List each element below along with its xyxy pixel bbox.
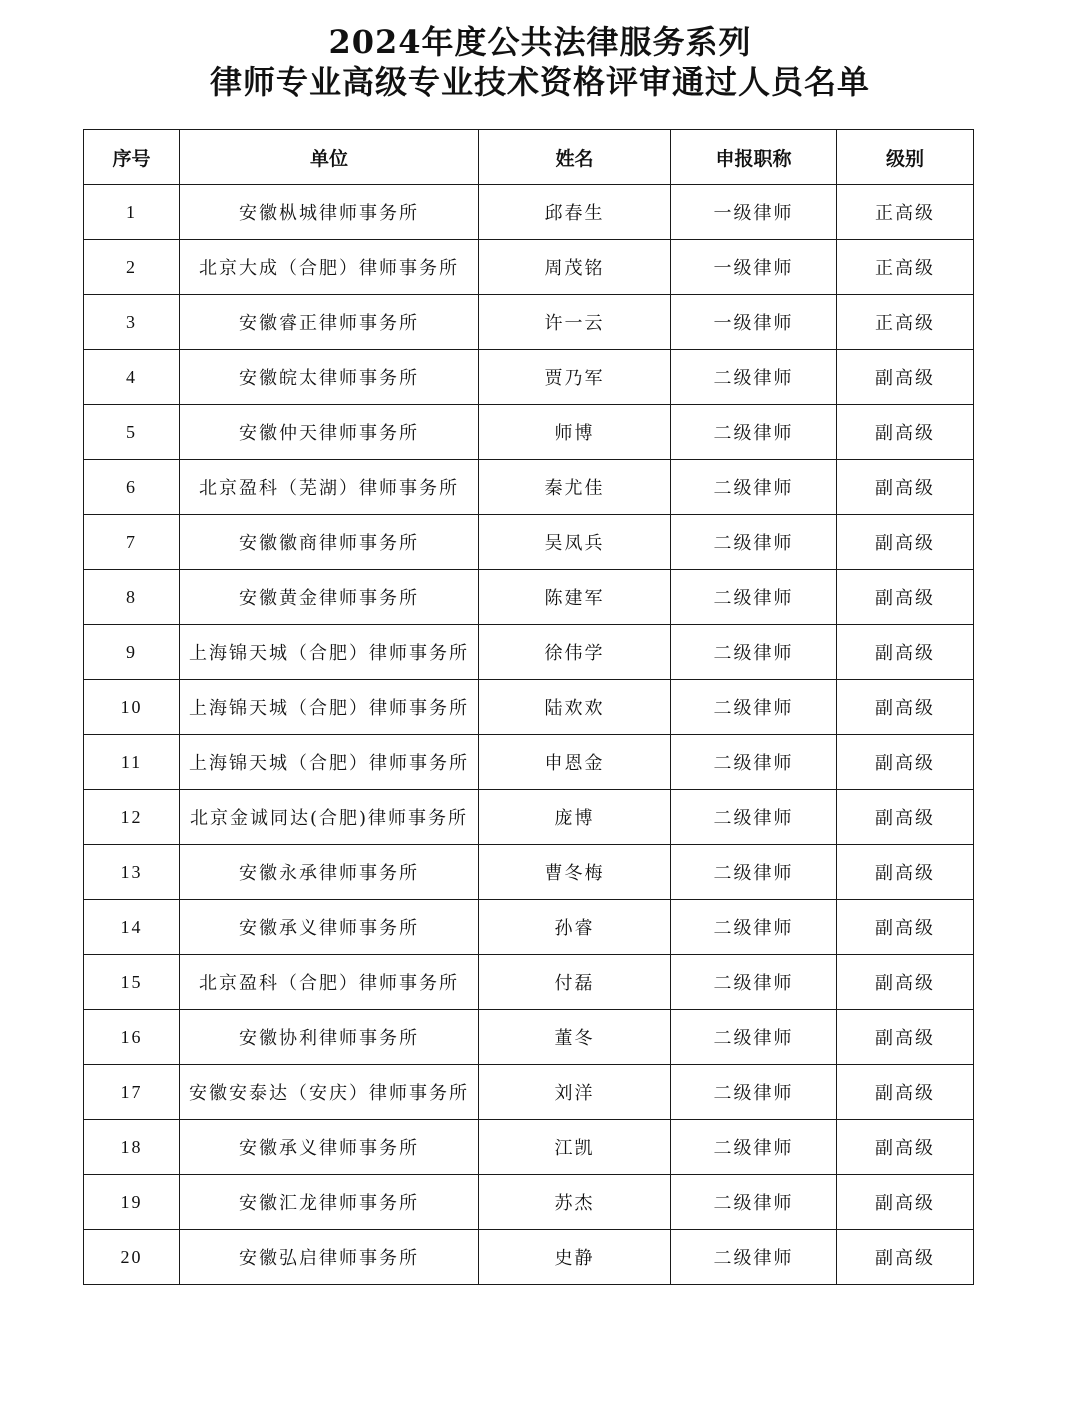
cell-seq: 16 — [84, 1010, 180, 1065]
cell-title: 二级律师 — [671, 570, 837, 625]
table-row — [84, 955, 974, 1010]
cell-name: 邱春生 — [479, 185, 671, 240]
cell-seq: 9 — [84, 625, 180, 680]
cell-unit: 安徽安泰达（安庆）律师事务所 — [180, 1065, 479, 1120]
table-row — [84, 460, 974, 515]
cell-unit: 上海锦天城（合肥）律师事务所 — [180, 625, 479, 680]
cell-title: 一级律师 — [671, 295, 837, 350]
cell-level: 正高级 — [837, 185, 974, 240]
cell-name: 吴凤兵 — [479, 515, 671, 570]
cell-level: 副高级 — [837, 1010, 974, 1065]
cell-level: 副高级 — [837, 570, 974, 625]
cell-seq: 3 — [84, 295, 180, 350]
cell-seq: 19 — [84, 1175, 180, 1230]
cell-level: 副高级 — [837, 350, 974, 405]
cell-name: 苏杰 — [479, 1175, 671, 1230]
cell-unit: 安徽汇龙律师事务所 — [180, 1175, 479, 1230]
cell-title: 二级律师 — [671, 955, 837, 1010]
cell-title: 一级律师 — [671, 240, 837, 295]
cell-name: 徐伟学 — [479, 625, 671, 680]
cell-level: 副高级 — [837, 405, 974, 460]
cell-seq: 20 — [84, 1230, 180, 1285]
cell-name: 陆欢欢 — [479, 680, 671, 735]
table-row — [84, 845, 974, 900]
cell-unit: 北京金诚同达(合肥)律师事务所 — [180, 790, 479, 845]
table-row — [84, 900, 974, 955]
cell-seq: 7 — [84, 515, 180, 570]
cell-unit: 安徽徽商律师事务所 — [180, 515, 479, 570]
cell-title: 二级律师 — [671, 790, 837, 845]
cell-unit: 安徽协利律师事务所 — [180, 1010, 479, 1065]
cell-level: 副高级 — [837, 1175, 974, 1230]
approved-personnel-table — [83, 129, 974, 1285]
cell-level: 副高级 — [837, 955, 974, 1010]
cell-title: 二级律师 — [671, 460, 837, 515]
header-level: 级别 — [837, 130, 974, 185]
table-row — [84, 1230, 974, 1285]
cell-title: 二级律师 — [671, 900, 837, 955]
cell-level: 正高级 — [837, 240, 974, 295]
table-row — [84, 240, 974, 295]
cell-unit: 北京盈科（芜湖）律师事务所 — [180, 460, 479, 515]
table-row — [84, 295, 974, 350]
cell-seq: 1 — [84, 185, 180, 240]
cell-seq: 12 — [84, 790, 180, 845]
table-row — [84, 790, 974, 845]
cell-name: 贾乃军 — [479, 350, 671, 405]
table-row — [84, 185, 974, 240]
header-title: 申报职称 — [671, 130, 837, 185]
cell-unit: 安徽仲天律师事务所 — [180, 405, 479, 460]
table-row — [84, 625, 974, 680]
cell-unit: 安徽承义律师事务所 — [180, 1120, 479, 1175]
table-row — [84, 405, 974, 460]
cell-seq: 11 — [84, 735, 180, 790]
cell-seq: 15 — [84, 955, 180, 1010]
table-header — [84, 130, 974, 185]
cell-title: 二级律师 — [671, 350, 837, 405]
cell-seq: 6 — [84, 460, 180, 515]
cell-level: 副高级 — [837, 845, 974, 900]
cell-title: 二级律师 — [671, 1175, 837, 1230]
cell-name: 周茂铭 — [479, 240, 671, 295]
cell-unit: 安徽永承律师事务所 — [180, 845, 479, 900]
cell-unit: 安徽皖太律师事务所 — [180, 350, 479, 405]
cell-title: 二级律师 — [671, 1010, 837, 1065]
cell-name: 许一云 — [479, 295, 671, 350]
header-row — [84, 130, 974, 185]
cell-name: 史静 — [479, 1230, 671, 1285]
cell-title: 二级律师 — [671, 1065, 837, 1120]
cell-name: 刘洋 — [479, 1065, 671, 1120]
header-unit: 单位 — [180, 130, 479, 185]
cell-seq: 5 — [84, 405, 180, 460]
cell-name: 董冬 — [479, 1010, 671, 1065]
cell-title: 二级律师 — [671, 845, 837, 900]
cell-seq: 13 — [84, 845, 180, 900]
cell-seq: 17 — [84, 1065, 180, 1120]
cell-name: 陈建军 — [479, 570, 671, 625]
cell-title: 二级律师 — [671, 515, 837, 570]
table-row — [84, 570, 974, 625]
table-row — [84, 515, 974, 570]
cell-level: 副高级 — [837, 900, 974, 955]
cell-title: 二级律师 — [671, 405, 837, 460]
cell-seq: 10 — [84, 680, 180, 735]
cell-name: 秦尤佳 — [479, 460, 671, 515]
header-seq: 序号 — [84, 130, 180, 185]
cell-level: 副高级 — [837, 735, 974, 790]
cell-unit: 安徽睿正律师事务所 — [180, 295, 479, 350]
header-name: 姓名 — [479, 130, 671, 185]
cell-seq: 2 — [84, 240, 180, 295]
cell-seq: 8 — [84, 570, 180, 625]
table-row — [84, 1120, 974, 1175]
cell-name: 师博 — [479, 405, 671, 460]
cell-unit: 北京盈科（合肥）律师事务所 — [180, 955, 479, 1010]
cell-title: 二级律师 — [671, 1120, 837, 1175]
cell-level: 副高级 — [837, 1065, 974, 1120]
cell-name: 江凯 — [479, 1120, 671, 1175]
cell-seq: 4 — [84, 350, 180, 405]
table-row — [84, 680, 974, 735]
cell-unit: 安徽枞城律师事务所 — [180, 185, 479, 240]
cell-level: 正高级 — [837, 295, 974, 350]
document-title-line2: 律师专业高级专业技术资格评审通过人员名单 — [209, 63, 870, 101]
table-row — [84, 735, 974, 790]
cell-level: 副高级 — [837, 790, 974, 845]
cell-name: 孙睿 — [479, 900, 671, 955]
cell-level: 副高级 — [837, 1120, 974, 1175]
cell-name: 付磊 — [479, 955, 671, 1010]
cell-unit: 上海锦天城（合肥）律师事务所 — [180, 680, 479, 735]
table-row — [84, 1175, 974, 1230]
cell-title: 二级律师 — [671, 625, 837, 680]
cell-title: 二级律师 — [671, 680, 837, 735]
document-title-line1: 2024年度公共法律服务系列 — [328, 23, 752, 61]
cell-level: 副高级 — [837, 515, 974, 570]
table-row — [84, 350, 974, 405]
cell-level: 副高级 — [837, 625, 974, 680]
cell-title: 二级律师 — [671, 1230, 837, 1285]
table-row — [84, 1010, 974, 1065]
cell-seq: 14 — [84, 900, 180, 955]
cell-title: 二级律师 — [671, 735, 837, 790]
cell-level: 副高级 — [837, 1230, 974, 1285]
cell-seq: 18 — [84, 1120, 180, 1175]
cell-unit: 北京大成（合肥）律师事务所 — [180, 240, 479, 295]
cell-name: 申恩金 — [479, 735, 671, 790]
cell-level: 副高级 — [837, 680, 974, 735]
cell-title: 一级律师 — [671, 185, 837, 240]
cell-level: 副高级 — [837, 460, 974, 515]
table-row — [84, 1065, 974, 1120]
table-body — [84, 185, 974, 1285]
cell-name: 曹冬梅 — [479, 845, 671, 900]
cell-unit: 安徽黄金律师事务所 — [180, 570, 479, 625]
cell-unit: 安徽弘启律师事务所 — [180, 1230, 479, 1285]
cell-unit: 安徽承义律师事务所 — [180, 900, 479, 955]
cell-unit: 上海锦天城（合肥）律师事务所 — [180, 735, 479, 790]
cell-name: 庞博 — [479, 790, 671, 845]
